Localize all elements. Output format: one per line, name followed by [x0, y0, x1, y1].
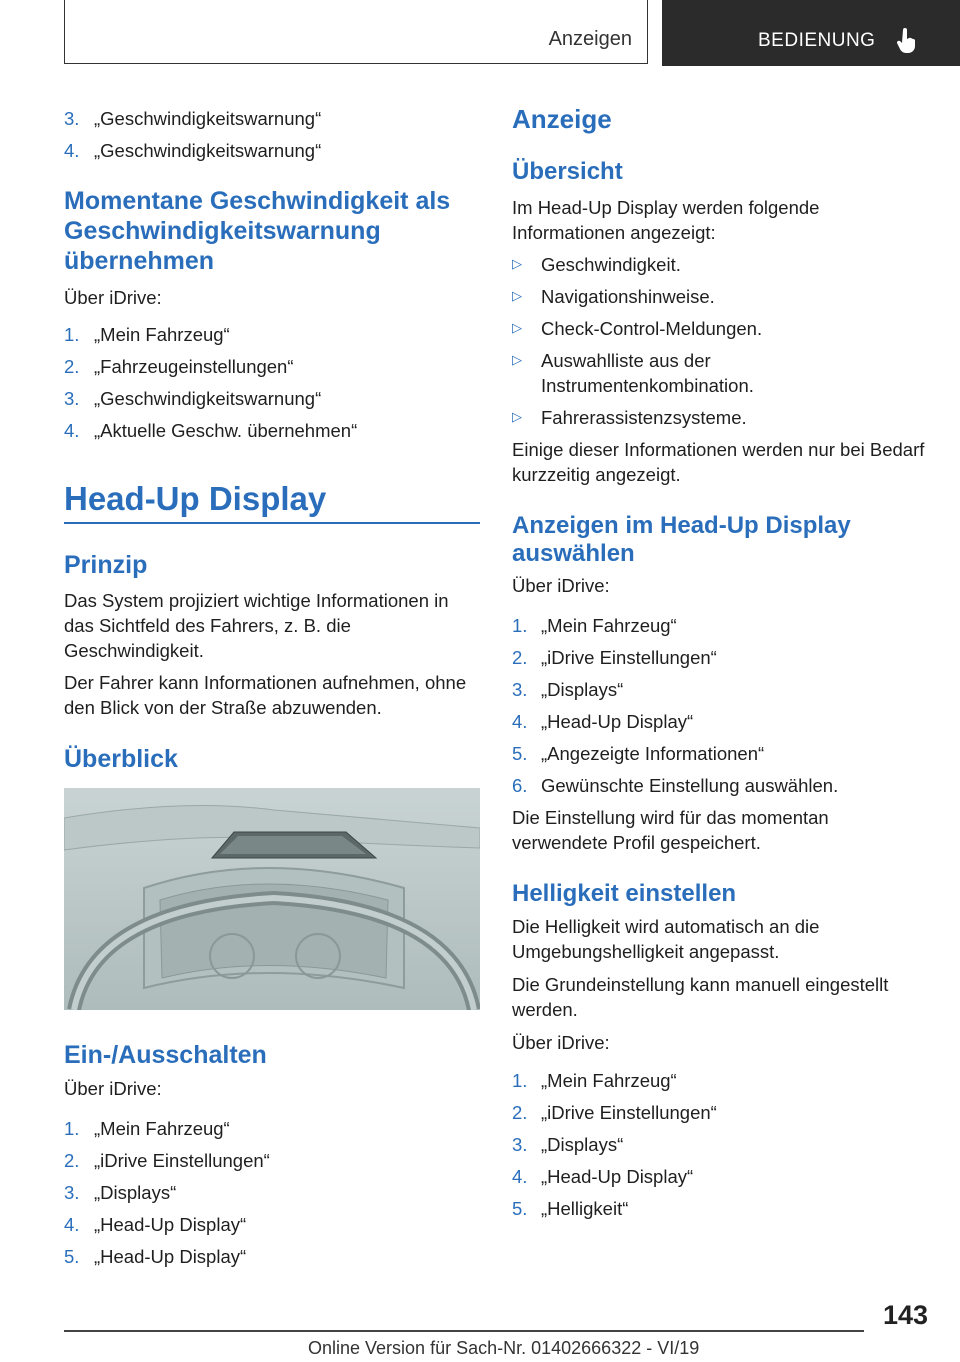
heading-head-up-display: Head-Up Display — [64, 480, 327, 517]
intro-text: Über iDrive: — [64, 287, 162, 308]
list-item: „Mein Fahrzeug“ — [541, 615, 677, 636]
list-item: „iDrive Einstellungen“ — [541, 647, 717, 668]
list-item: „Head-Up Display“ — [94, 1246, 247, 1267]
list-item: „Helligkeit“ — [541, 1198, 629, 1219]
heading-ueberblick: Überblick — [64, 745, 178, 773]
helligkeit-paragraph-1: Die Helligkeit wird automatisch an die Umgebungshelligkeit angepasst. — [512, 916, 820, 962]
bullet-item: Fahrerassistenzsysteme. — [541, 407, 747, 428]
list-number: 3. — [64, 388, 80, 409]
list-item: Gewünschte Einstellung auswählen. — [541, 775, 839, 796]
list-number: 4. — [512, 711, 528, 732]
list-number: 4. — [64, 420, 80, 441]
list-number: 4. — [64, 1214, 80, 1235]
intro-text: Über iDrive: — [64, 1078, 162, 1099]
bullet-item: Geschwindigkeit. — [541, 254, 681, 275]
list-item: „Angezeigte Informationen“ — [541, 743, 765, 764]
list-item: „Head-Up Display“ — [541, 711, 694, 732]
header-section-title: Anzeigen — [548, 28, 632, 50]
heading-uebersicht: Übersicht — [512, 158, 623, 185]
list-number: 1. — [512, 615, 528, 636]
helligkeit-paragraph-2: Die Grundeinstellung kann manuell eingestellt werden. — [512, 974, 889, 1020]
heading-momentane-geschwindigkeit: Momentane Geschwindigkeit als Geschwindigkeitswarnung übernehmen — [64, 187, 451, 275]
list-item: „iDrive Einstellungen“ — [94, 1150, 270, 1171]
list-number: 1. — [64, 1118, 80, 1139]
list-item: „Displays“ — [541, 679, 624, 700]
heading-rule — [64, 522, 480, 524]
list-number: 5. — [512, 1198, 528, 1219]
list-number: 2. — [64, 1150, 80, 1171]
list-item: „Mein Fahrzeug“ — [94, 1118, 230, 1139]
intro-text: Über iDrive: — [512, 575, 610, 596]
bullet-item: Navigationshinweise. — [541, 286, 715, 307]
list-item: „Displays“ — [94, 1182, 177, 1203]
list-number: 1. — [512, 1070, 528, 1091]
triangle-bullet-icon: ▷ — [512, 256, 522, 271]
list-item: „Mein Fahrzeug“ — [541, 1070, 677, 1091]
list-number: 6. — [512, 775, 528, 796]
triangle-bullet-icon: ▷ — [512, 288, 522, 303]
list-item: „Geschwindigkeitswarnung“ — [94, 140, 322, 161]
heading-anzeige: Anzeige — [512, 104, 612, 134]
prinzip-paragraph-1: Das System projiziert wichtige Informationen in das Sichtfeld des Fahrers, z. B. die Geschwindigkeit. — [64, 590, 449, 661]
list-item: „Aktuelle Geschw. übernehmen“ — [94, 420, 358, 441]
profil-paragraph: Die Einstellung wird für das momentan verwendete Profil gespeichert. — [512, 807, 829, 853]
heading-prinzip: Prinzip — [64, 551, 148, 579]
list-number: 5. — [512, 743, 528, 764]
heading-helligkeit-einstellen: Helligkeit einstellen — [512, 880, 737, 907]
page-number: 143 — [882, 1300, 928, 1330]
list-item: „Mein Fahrzeug“ — [94, 324, 230, 345]
list-item: „iDrive Einstellungen“ — [541, 1102, 717, 1123]
list-number: 5. — [64, 1246, 80, 1267]
head-up-display-illustration — [64, 788, 480, 1010]
uebersicht-paragraph: Im Head-Up Display werden folgende Informationen angezeigt: — [512, 197, 820, 243]
einige-paragraph: Einige dieser Informationen werden nur bei Bedarf kurzzeitig angezeigt. — [512, 439, 925, 485]
list-number: 3. — [64, 108, 80, 129]
list-number: 1. — [64, 324, 80, 345]
list-number: 4. — [512, 1166, 528, 1187]
list-number: 4. — [64, 140, 80, 161]
intro-text: Über iDrive: — [512, 1032, 610, 1053]
bullet-item: Check-Control-Meldungen. — [541, 318, 763, 339]
list-number: 2. — [512, 1102, 528, 1123]
prinzip-paragraph-2: Der Fahrer kann Informationen aufnehmen, ohne den Blick von der Straße abzuwenden. — [64, 672, 467, 718]
list-item: „Head-Up Display“ — [94, 1214, 247, 1235]
triangle-bullet-icon: ▷ — [512, 409, 522, 424]
list-number: 3. — [512, 679, 528, 700]
list-item: „Geschwindigkeitswarnung“ — [94, 108, 322, 129]
list-item: „Head-Up Display“ — [541, 1166, 694, 1187]
bullet-item: Auswahlliste aus der Instrumentenkombination. — [541, 350, 754, 396]
list-number: 3. — [64, 1182, 80, 1203]
header-chapter-label: BEDIENUNG — [758, 30, 876, 51]
list-number: 2. — [512, 647, 528, 668]
hand-pointer-icon — [896, 28, 918, 54]
triangle-bullet-icon: ▷ — [512, 352, 522, 367]
heading-anzeigen-auswaehlen: Anzeigen im Head-Up Display auswählen — [512, 512, 851, 567]
list-item: „Fahrzeugeinstellungen“ — [94, 356, 294, 377]
list-item: „Displays“ — [541, 1134, 624, 1155]
footer-rule — [64, 1330, 864, 1332]
triangle-bullet-icon: ▷ — [512, 320, 522, 335]
header-chapter-tab — [662, 0, 960, 66]
heading-ein-ausschalten: Ein-/Ausschalten — [64, 1041, 267, 1069]
list-item: „Geschwindigkeitswarnung“ — [94, 388, 322, 409]
footer-text: Online Version für Sach-Nr. 01402666322 - VI/19 — [308, 1338, 700, 1358]
list-number: 3. — [512, 1134, 528, 1155]
list-number: 2. — [64, 356, 80, 377]
